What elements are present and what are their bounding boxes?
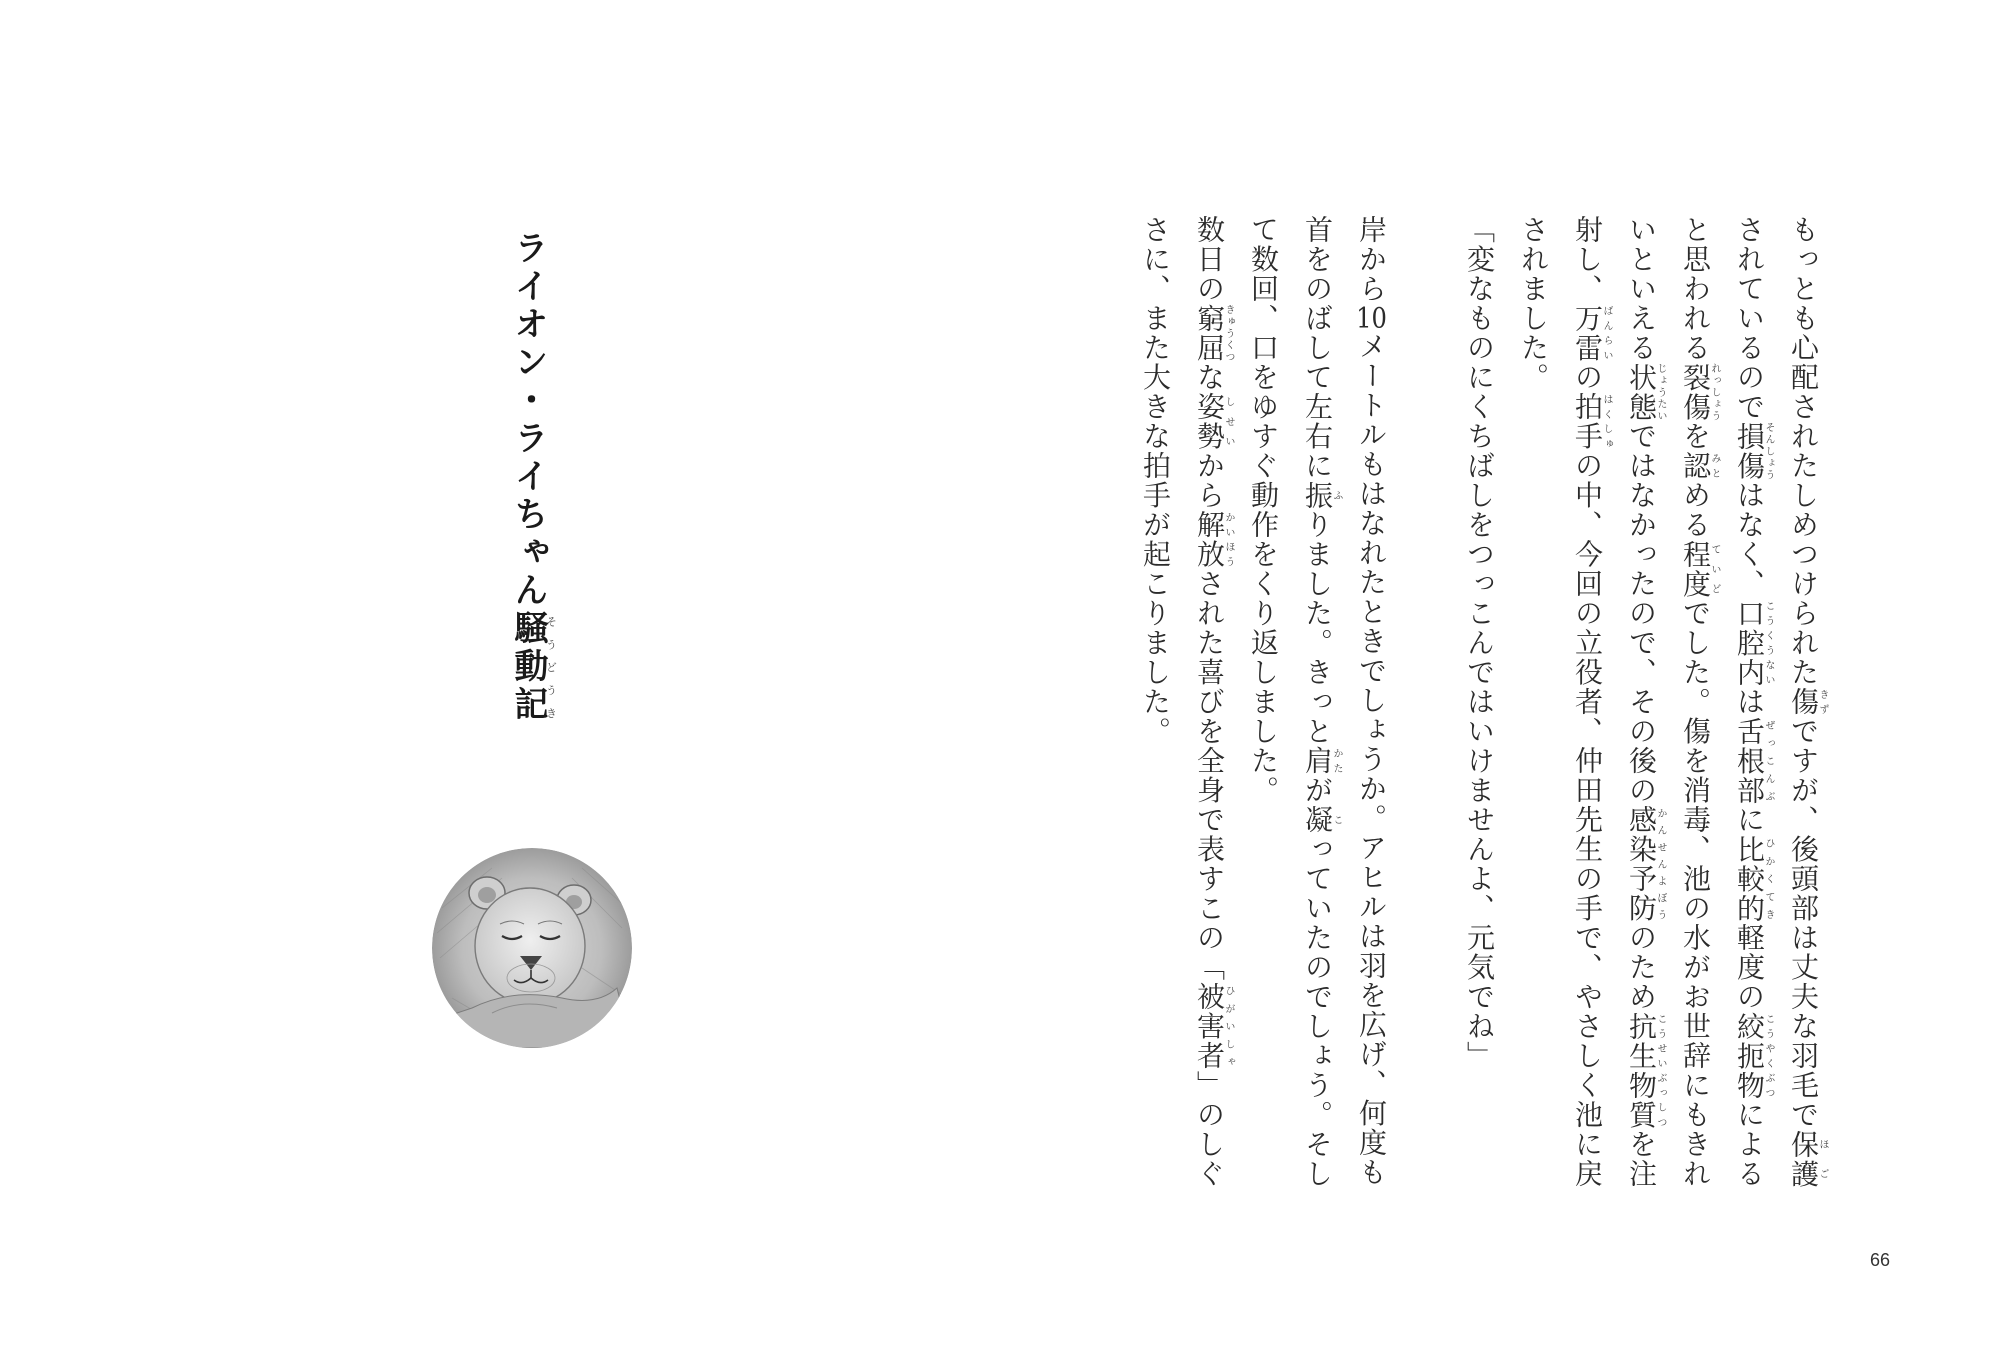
furigana: かんせんよぼう xyxy=(1655,805,1666,923)
text-run: が xyxy=(1301,775,1334,805)
text-run: の中、今回の立役者、仲田先生の手で、やさしく池に戻されました。 xyxy=(1517,215,1604,1189)
ruby-base: 口腔内 xyxy=(1733,598,1766,687)
ruby-word xyxy=(1733,598,1774,688)
furigana: こうくうない xyxy=(1763,598,1774,687)
chapter-title-text: ライオン・ライちゃん xyxy=(508,230,548,610)
furigana: しせい xyxy=(1223,392,1234,451)
ruby-word xyxy=(1571,392,1612,451)
text-run: 数日の xyxy=(1193,215,1226,304)
text-run: もっとも心配されたしめつけられた xyxy=(1787,215,1820,687)
numeral-run: 10 xyxy=(1356,303,1387,332)
text-run: はなく、 xyxy=(1733,480,1766,599)
text-run: の xyxy=(1571,362,1604,392)
ruby-word xyxy=(1787,687,1828,717)
ruby-base: 肩 xyxy=(1301,746,1334,776)
text-run: によると思われる xyxy=(1679,215,1766,1189)
ruby-base: 認 xyxy=(1679,451,1712,481)
text-run: メートルもはなれたときでしょうか。アヒルは羽を広げ、何度も首をのばして左右に xyxy=(1301,215,1388,1187)
furigana: きず xyxy=(1817,687,1828,717)
chapter-title xyxy=(508,230,557,724)
furigana: こ xyxy=(1331,805,1342,835)
ruby-word xyxy=(1193,392,1234,451)
paragraph xyxy=(1128,215,1236,1195)
text-run: に xyxy=(1733,805,1766,835)
furigana: かた xyxy=(1331,746,1342,776)
ruby-base: 傷 xyxy=(1787,687,1820,717)
text-run: な xyxy=(1193,362,1226,392)
ruby-base: 状態 xyxy=(1625,362,1658,422)
furigana: ていど xyxy=(1709,539,1720,599)
ruby-word xyxy=(1679,362,1720,422)
ruby-base: 万雷 xyxy=(1571,303,1604,363)
ruby-base: 解放 xyxy=(1193,510,1226,569)
text-run: 「変なものにくちばしをつっこんではいけませんよ、元気でね」 xyxy=(1463,215,1496,1071)
ruby-word xyxy=(1733,716,1774,806)
furigana: ほご xyxy=(1817,1129,1828,1189)
ruby-base: 姿勢 xyxy=(1193,392,1226,451)
ruby-base: 感染予防 xyxy=(1625,805,1658,923)
ruby-word xyxy=(1625,805,1666,923)
ruby-base: 抗生物質 xyxy=(1625,1011,1658,1130)
ruby-base: 凝 xyxy=(1301,805,1334,835)
ruby-base: 損傷 xyxy=(1733,421,1766,481)
ruby-word xyxy=(1301,805,1342,835)
ruby-word xyxy=(1301,746,1342,776)
ruby-word xyxy=(1625,1011,1666,1130)
ruby-word xyxy=(1625,362,1666,422)
text-run: は xyxy=(1733,687,1766,717)
text-run: を xyxy=(1679,421,1712,451)
text-run: ではなかったので、その後の xyxy=(1625,421,1658,805)
text-run: を注射し、 xyxy=(1571,215,1658,1189)
text-run: のため xyxy=(1625,923,1658,1012)
furigana: そんしょう xyxy=(1763,421,1774,481)
text-run: 」のしぐさに、また大きな拍手が起こりました。 xyxy=(1139,215,1226,1189)
text-run: っていたのでしょう。そして数回、口をゆすぐ動作をくり返しました。 xyxy=(1247,215,1334,1189)
furigana: こうせいぶっしつ xyxy=(1655,1011,1666,1130)
furigana: こうやくぶつ xyxy=(1763,1011,1774,1100)
text-run: された喜びを全身で表すこの「 xyxy=(1193,569,1226,982)
ruby-word xyxy=(1733,834,1774,924)
text-run: されているので xyxy=(1733,215,1766,422)
paragraph xyxy=(1452,215,1506,1195)
paragraph xyxy=(1236,215,1398,1195)
chapter-title-furigana: そうどうき xyxy=(544,610,558,724)
furigana: はくしゅ xyxy=(1601,392,1612,451)
ruby-base: 保護 xyxy=(1787,1129,1820,1189)
furigana: きゅうくつ xyxy=(1223,303,1234,363)
ruby-base: 程度 xyxy=(1679,539,1712,599)
furigana: ばんらい xyxy=(1601,303,1612,363)
ruby-base: 絞扼物 xyxy=(1733,1011,1766,1100)
ruby-base: 舌根部 xyxy=(1733,716,1766,805)
ruby-base: 裂傷 xyxy=(1679,362,1712,422)
ruby-word xyxy=(1679,539,1720,599)
ruby-word xyxy=(1571,303,1612,363)
lion-illustration xyxy=(432,848,632,1048)
ruby-base: 振 xyxy=(1301,480,1334,510)
ruby-word xyxy=(1679,451,1720,481)
text-run: 岸から xyxy=(1355,215,1388,304)
ruby-word xyxy=(1733,1011,1774,1101)
text-run: める xyxy=(1679,480,1712,540)
ruby-base: 被害者 xyxy=(1193,982,1226,1071)
ruby-word xyxy=(1193,982,1234,1071)
body-text xyxy=(1128,215,1830,1195)
furigana: れっしょう xyxy=(1709,362,1720,422)
furigana: ひがいしゃ xyxy=(1223,982,1234,1071)
furigana: ぜっこんぶ xyxy=(1763,716,1774,805)
lion-cub-sketch-icon xyxy=(432,848,632,1048)
ruby-base: 拍手 xyxy=(1571,392,1604,451)
text-run: 軽度の xyxy=(1733,923,1766,1012)
furigana: ひかくてき xyxy=(1763,834,1774,923)
ruby-word xyxy=(1193,303,1234,363)
ruby-word xyxy=(1787,1129,1828,1189)
text-run: りました。きっと xyxy=(1301,510,1334,746)
chapter-title-ruby xyxy=(508,610,558,724)
furigana: ふ xyxy=(1331,480,1342,510)
furigana: かいほう xyxy=(1223,510,1234,569)
ruby-word xyxy=(1301,480,1342,511)
ruby-word xyxy=(1193,510,1234,569)
page-number: 66 xyxy=(1870,1250,1891,1270)
ruby-base: 比較的 xyxy=(1733,834,1766,923)
text-run: でした。傷を消毒、池の水がお世辞にもきれいといえる xyxy=(1625,215,1712,1189)
paragraph xyxy=(1506,215,1830,1195)
text-run: から xyxy=(1193,451,1226,510)
furigana: みと xyxy=(1709,451,1720,481)
ruby-base: 窮屈 xyxy=(1193,303,1226,363)
furigana: じょうたい xyxy=(1655,362,1666,422)
text-run: ですが、後頭部は丈夫な羽毛で xyxy=(1787,716,1820,1130)
chapter-title-ruby-base: 騒動記 xyxy=(508,610,548,724)
ruby-word xyxy=(1733,421,1774,481)
